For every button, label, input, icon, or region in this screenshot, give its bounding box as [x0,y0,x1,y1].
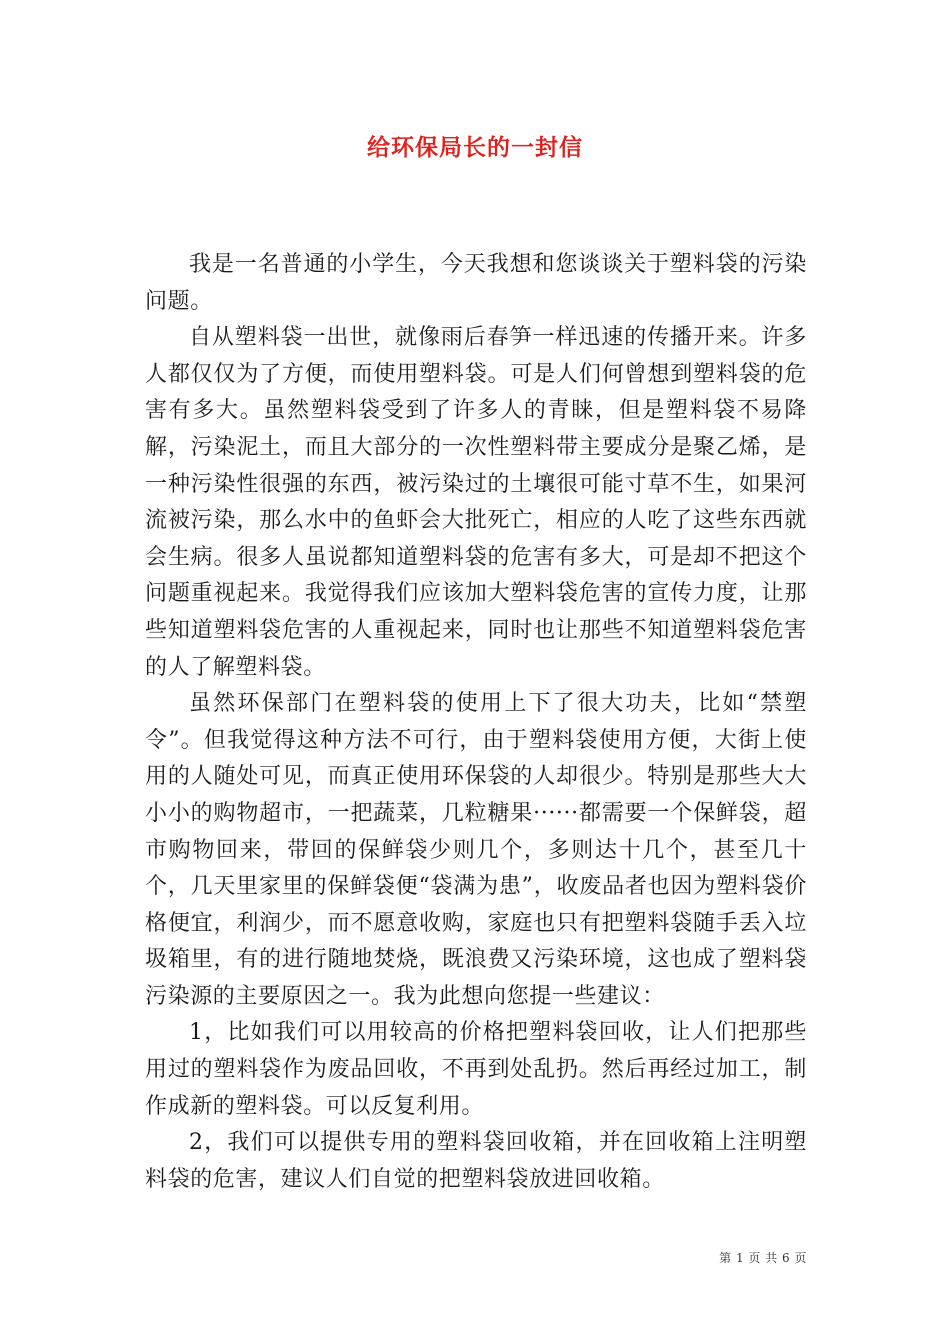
paragraph-suggestion-1: 1，比如我们可以用较高的价格把塑料袋回收，让人们把那些用过的塑料袋作为废品回收，不再到处乱扔。然后再经过加工，制作成新的塑料袋。可以反复利用。 [145,1020,807,1119]
paragraph-suggestion-2: 2，我们可以提供专用的塑料袋回收箱，并在回收箱上注明塑料袋的危害，建议人们自觉的把塑料袋放进回收箱。 [145,1130,807,1192]
paragraph-harm: 自从塑料袋一出世，就像雨后春笋一样迅速的传播开来。许多人都仅仅为了方便，而使用塑料袋。可是人们何曾想到塑料袋的危害有多大。虽然塑料袋受到了许多人的青睐，但是塑料袋不易降解，污染泥土，而且大部分的一次性塑料带主要成分是聚乙烯，是一种污染性很强的东西，被污染过的土壤很可能寸草不生，如果河流被污染，那么水中的鱼虾会大批死亡，相应的人吃了这些东西就会生病。很多人虽说都知道塑料袋的危害有多大，可是却不把这个问题重视起来。我觉得我们应该加大塑料袋危害的宣传力度，让那些知道塑料袋危害的人重视起来，同时也让那些不知道塑料袋危害的人了解塑料袋。 [145,325,807,680]
document-title: 给环保局长的一封信 [367,134,583,161]
document-body [145,247,807,1198]
paragraph-ban: 虽然环保部门在塑料袋的使用上下了很大功夫，比如“禁塑令”。但我觉得这种方法不可行，由于塑料袋使用方便，大街上使用的人随处可见，而真正使用环保袋的人却很少。特别是那些大大小小的购物超市，一把蔬菜，几粒糖果······都需要一个保鲜袋，超市购物回来，带回的保鲜袋少则几个，多则达十几个，甚至几十个，几天里家里的保鲜袋便“袋满为患”，收废品者也因为塑料袋价格便宜，利润少，而不愿意收购，家庭也只有把塑料袋随手丢入垃圾箱里，有的进行随地焚烧，既浪费又污染环境，这也成了塑料袋污染源的主要原因之一。我为此想向您提一些建议： [145,691,807,1009]
paragraph-intro: 我是一名普通的小学生，今天我想和您谈谈关于塑料袋的污染问题。 [145,252,807,314]
page-number-footer: 第 1 页 共 6 页 [719,1251,807,1265]
